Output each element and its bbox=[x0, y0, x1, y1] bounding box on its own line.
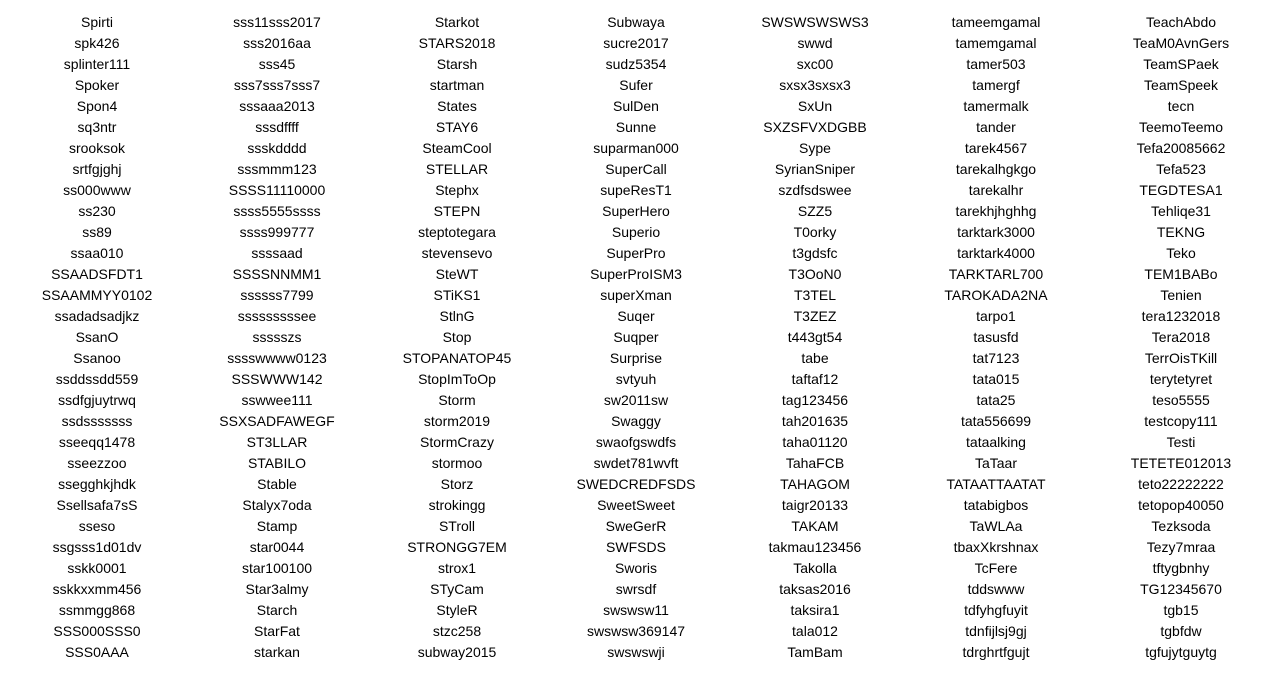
table-row bbox=[0, 33, 1280, 54]
table-cell: SSAAMMYY0102 bbox=[41, 287, 153, 303]
table-cell: ssssss7799 bbox=[240, 287, 314, 303]
table-cell: STAY6 bbox=[435, 119, 479, 135]
table-cell: swrsdf bbox=[615, 581, 657, 597]
table-cell: tera1232018 bbox=[1141, 308, 1221, 324]
table-cell: SuperPro bbox=[606, 245, 666, 261]
table-cell: STroll bbox=[438, 518, 476, 534]
table-cell: ssaa010 bbox=[70, 245, 124, 261]
table-cell: TEM1BABo bbox=[1144, 266, 1218, 282]
table-cell: ss89 bbox=[82, 224, 112, 240]
table-cell: tamermalk bbox=[963, 98, 1029, 114]
table-cell: sss7sss7sss7 bbox=[233, 77, 321, 93]
table-cell: SWFSDS bbox=[606, 539, 666, 555]
table-cell: TG12345670 bbox=[1140, 581, 1222, 597]
table-cell: ssgsss1d01dv bbox=[52, 539, 142, 555]
table-cell: splinter111 bbox=[63, 56, 131, 72]
table-cell: T3ZEZ bbox=[793, 308, 837, 324]
table-cell: swswsw11 bbox=[603, 602, 669, 618]
table-cell: SZZ5 bbox=[797, 203, 833, 219]
table-cell: Starsh bbox=[436, 56, 478, 72]
table-cell: STEPN bbox=[433, 203, 481, 219]
table-cell: tabe bbox=[801, 350, 829, 366]
table-cell: tameemgamal bbox=[951, 14, 1041, 30]
table-cell: SteamCool bbox=[422, 140, 492, 156]
table-cell: ssdfgjuytrwq bbox=[58, 392, 136, 408]
table-cell: Ssanoo bbox=[73, 350, 121, 366]
table-cell: Surprise bbox=[609, 350, 663, 366]
table-cell: sseso bbox=[78, 518, 116, 534]
table-row bbox=[0, 537, 1280, 558]
table-cell: storm2019 bbox=[423, 413, 491, 429]
table-cell: Stephx bbox=[435, 182, 479, 198]
table-cell: tata556699 bbox=[960, 413, 1032, 429]
table-cell: TeemoTeemo bbox=[1138, 119, 1224, 135]
table-cell: TAKAM bbox=[791, 518, 839, 534]
table-cell: tander bbox=[976, 119, 1016, 135]
table-cell: StormCrazy bbox=[420, 434, 494, 450]
table-cell: sw2011sw bbox=[603, 392, 669, 408]
table-cell: sssswwww0123 bbox=[227, 350, 327, 366]
table-cell: STRONGG7EM bbox=[407, 539, 507, 555]
table-cell: terytetyret bbox=[1149, 371, 1213, 387]
table-cell: SweetSweet bbox=[597, 497, 675, 513]
table-cell: TeamSpeek bbox=[1144, 77, 1218, 93]
table-row bbox=[0, 327, 1280, 348]
table-cell: Suqer bbox=[617, 308, 655, 324]
table-row bbox=[0, 180, 1280, 201]
table-cell: ssssaad bbox=[251, 245, 303, 261]
table-cell: ssegghkjhdk bbox=[58, 476, 136, 492]
table-cell: tddswww bbox=[967, 581, 1025, 597]
table-row bbox=[0, 54, 1280, 75]
table-row bbox=[0, 600, 1280, 621]
table-cell: ssssszs bbox=[252, 329, 302, 345]
table-cell: tah201635 bbox=[781, 413, 849, 429]
table-cell: Sufer bbox=[619, 77, 653, 93]
table-cell: swwd bbox=[797, 35, 833, 51]
table-cell: ssskdddd bbox=[247, 140, 307, 156]
table-cell: sssaaa2013 bbox=[239, 98, 315, 114]
table-cell: star100100 bbox=[241, 560, 313, 576]
table-cell: SyrianSniper bbox=[774, 161, 856, 177]
table-cell: TAROKADA2NA bbox=[944, 287, 1048, 303]
table-cell: SuperHero bbox=[602, 203, 670, 219]
table-cell: StopImToOp bbox=[418, 371, 496, 387]
table-cell: SSSS11110000 bbox=[228, 182, 326, 198]
table-cell: TeaM0AvnGers bbox=[1132, 35, 1230, 51]
table-cell: stevensevo bbox=[421, 245, 493, 261]
table-cell: TATAATTAATAT bbox=[946, 476, 1046, 492]
table-cell: sss11sss2017 bbox=[233, 14, 321, 30]
table-cell: tata015 bbox=[972, 371, 1020, 387]
table-cell: T3TEL bbox=[793, 287, 836, 303]
table-cell: STABILO bbox=[247, 455, 307, 471]
table-cell: StyleR bbox=[436, 602, 478, 618]
table-cell: STELLAR bbox=[425, 161, 489, 177]
table-cell: Tefa20085662 bbox=[1136, 140, 1226, 156]
table-cell: Teko bbox=[1166, 245, 1196, 261]
table-cell: steptotegara bbox=[418, 224, 496, 240]
table-cell: sswwee111 bbox=[241, 392, 313, 408]
table-cell: t3gdsfc bbox=[792, 245, 838, 261]
table-cell: SteWT bbox=[435, 266, 479, 282]
table-cell: StlnG bbox=[439, 308, 475, 324]
table-cell: strokingg bbox=[428, 497, 486, 513]
table-cell: Star3almy bbox=[245, 581, 309, 597]
table-row bbox=[0, 411, 1280, 432]
table-cell: SWEDCREDFSDS bbox=[576, 476, 696, 492]
table-cell: sq3ntr bbox=[77, 119, 117, 135]
table-cell: ssdsssssss bbox=[61, 413, 133, 429]
table-cell: SulDen bbox=[613, 98, 659, 114]
table-cell: TaTaar bbox=[974, 455, 1018, 471]
table-cell: tgb15 bbox=[1163, 602, 1199, 618]
table-cell: tag123456 bbox=[781, 392, 849, 408]
table-cell: Tera2018 bbox=[1151, 329, 1211, 345]
table-cell: Takolla bbox=[793, 560, 837, 576]
table-cell: SuperCall bbox=[605, 161, 667, 177]
table-cell: svtyuh bbox=[615, 371, 657, 387]
table-cell: teso5555 bbox=[1152, 392, 1210, 408]
table-cell: TerrOisTKill bbox=[1144, 350, 1218, 366]
table-cell: Superio bbox=[611, 224, 661, 240]
table-cell: taksas2016 bbox=[779, 581, 851, 597]
table-cell: superXman bbox=[600, 287, 672, 303]
table-cell: tetopop40050 bbox=[1138, 497, 1224, 513]
table-cell: TAHAGOM bbox=[780, 476, 850, 492]
table-row bbox=[0, 75, 1280, 96]
table-cell: stormoo bbox=[431, 455, 483, 471]
table-cell: SSS000SSS0 bbox=[53, 623, 141, 639]
table-cell: ss000www bbox=[63, 182, 131, 198]
table-cell: ssss999777 bbox=[239, 224, 315, 240]
table-cell: ssmmgg868 bbox=[58, 602, 136, 618]
table-cell: sseeqq1478 bbox=[58, 434, 136, 450]
table-cell: taha01120 bbox=[782, 434, 848, 450]
table-cell: TEGDTESA1 bbox=[1139, 182, 1223, 198]
table-cell: SSS0AAA bbox=[65, 644, 129, 660]
table-row bbox=[0, 306, 1280, 327]
table-row bbox=[0, 390, 1280, 411]
table-row bbox=[0, 243, 1280, 264]
table-cell: sssssssssee bbox=[237, 308, 317, 324]
table-row bbox=[0, 201, 1280, 222]
table-cell: tarekhjhghhg bbox=[955, 203, 1037, 219]
table-cell: tdnfijlsj9gj bbox=[965, 623, 1027, 639]
table-cell: StarFat bbox=[254, 623, 300, 639]
table-cell: sxsx3sxsx3 bbox=[779, 77, 851, 93]
table-cell: starkan bbox=[254, 644, 300, 660]
table-cell: Suqper bbox=[613, 329, 659, 345]
table-cell: Storz bbox=[440, 476, 474, 492]
table-cell: Sworis bbox=[614, 560, 657, 576]
table-cell: testcopy111 bbox=[1144, 413, 1218, 429]
table-cell: taksira1 bbox=[790, 602, 840, 618]
table-cell: STiKS1 bbox=[433, 287, 481, 303]
table-cell: tasusfd bbox=[973, 329, 1019, 345]
table-cell: STyCam bbox=[430, 581, 484, 597]
table-cell: ssddssdd559 bbox=[55, 371, 139, 387]
table-cell: Sype bbox=[799, 140, 831, 156]
table-cell: Tezksoda bbox=[1151, 518, 1211, 534]
table-cell: Starkot bbox=[434, 14, 480, 30]
table-cell: SSSWWW142 bbox=[231, 371, 323, 387]
table-cell: swswswji bbox=[607, 644, 665, 660]
table-row bbox=[0, 285, 1280, 306]
table-cell: takmau123456 bbox=[768, 539, 862, 555]
table-cell: srtfgjghj bbox=[72, 161, 122, 177]
table-cell: Spirti bbox=[81, 14, 113, 30]
table-cell: srooksok bbox=[68, 140, 126, 156]
table-cell: Subwaya bbox=[607, 14, 665, 30]
table-cell: Spoker bbox=[74, 77, 120, 93]
table-row bbox=[0, 495, 1280, 516]
table-cell: swaofgswdfs bbox=[595, 434, 677, 450]
table-cell: tftygbnhy bbox=[1152, 560, 1210, 576]
table-row bbox=[0, 474, 1280, 495]
table-cell: tdrghrtfgujt bbox=[962, 644, 1030, 660]
table-row bbox=[0, 558, 1280, 579]
table-cell: szdfsdswee bbox=[778, 182, 852, 198]
table-cell: TeachAbdo bbox=[1145, 14, 1217, 30]
table-cell: Stalyx7oda bbox=[242, 497, 312, 513]
table-cell: TaWLAa bbox=[969, 518, 1023, 534]
table-cell: t443gt54 bbox=[787, 329, 843, 345]
table-cell: T0orky bbox=[793, 224, 837, 240]
table-cell: ss230 bbox=[78, 203, 116, 219]
table-cell: teto22222222 bbox=[1138, 476, 1224, 492]
table-cell: tata25 bbox=[976, 392, 1016, 408]
table-row bbox=[0, 579, 1280, 600]
table-cell: TahaFCB bbox=[785, 455, 845, 471]
table-cell: swswsw369147 bbox=[586, 623, 686, 639]
table-cell: tala012 bbox=[792, 623, 838, 639]
table-cell: sudz5354 bbox=[605, 56, 667, 72]
table-cell: SweGerR bbox=[605, 518, 667, 534]
table-row bbox=[0, 516, 1280, 537]
table-cell: supeResT1 bbox=[600, 182, 672, 198]
table-row bbox=[0, 453, 1280, 474]
table-cell: STOPANATOP45 bbox=[402, 350, 512, 366]
table-cell: Stop bbox=[442, 329, 472, 345]
table-row bbox=[0, 621, 1280, 642]
table-cell: tarek4567 bbox=[964, 140, 1028, 156]
table-cell: tecn bbox=[1167, 98, 1195, 114]
table-cell: Stamp bbox=[256, 518, 298, 534]
table-row bbox=[0, 369, 1280, 390]
table-cell: tatabigbos bbox=[963, 497, 1029, 513]
table-row bbox=[0, 348, 1280, 369]
table-cell: swdet781wvft bbox=[593, 455, 679, 471]
table-row bbox=[0, 159, 1280, 180]
table-row bbox=[0, 12, 1280, 33]
table-cell: Sunne bbox=[615, 119, 657, 135]
table-cell: Tezy7mraa bbox=[1146, 539, 1216, 555]
table-cell: States bbox=[437, 98, 477, 114]
table-row bbox=[0, 222, 1280, 243]
table-cell: SsanO bbox=[75, 329, 119, 345]
table-cell: Stable bbox=[257, 476, 297, 492]
table-cell: SWSWSWSWS3 bbox=[761, 14, 869, 30]
table-cell: taftaf12 bbox=[791, 371, 839, 387]
table-cell: tataalking bbox=[966, 434, 1026, 450]
table-cell: tamer503 bbox=[966, 56, 1026, 72]
table-cell: sskkxxmm456 bbox=[52, 581, 142, 597]
table-cell: SSAADSFDT1 bbox=[51, 266, 143, 282]
table-cell: tarktark4000 bbox=[957, 245, 1035, 261]
table-cell: tarekalhr bbox=[968, 182, 1024, 198]
table-cell: tgfujytguytg bbox=[1145, 644, 1217, 660]
table-cell: ssadadsadjkz bbox=[54, 308, 140, 324]
table-cell: sseezzoo bbox=[67, 455, 127, 471]
table-cell: Starch bbox=[256, 602, 298, 618]
table-cell: TeamSPaek bbox=[1143, 56, 1219, 72]
table-cell: tamergf bbox=[972, 77, 1020, 93]
table-cell: SXZSFVXDGBB bbox=[763, 119, 867, 135]
table-cell: SuperProISM3 bbox=[590, 266, 682, 282]
table-cell: Spon4 bbox=[76, 98, 118, 114]
table-row bbox=[0, 96, 1280, 117]
table-cell: SSXSADFAWEGF bbox=[219, 413, 335, 429]
table-cell: tbaxXkrshnax bbox=[953, 539, 1039, 555]
table-cell: tarktark3000 bbox=[957, 224, 1035, 240]
table-cell: tgbfdw bbox=[1160, 623, 1202, 639]
table-cell: startman bbox=[429, 77, 485, 93]
table-row bbox=[0, 432, 1280, 453]
table-cell: taigr20133 bbox=[781, 497, 849, 513]
table-cell: tamemgamal bbox=[955, 35, 1037, 51]
table-cell: STARS2018 bbox=[418, 35, 496, 51]
table-cell: Testi bbox=[1166, 434, 1196, 450]
table-cell: sskk0001 bbox=[67, 560, 127, 576]
table-cell: strox1 bbox=[437, 560, 477, 576]
table-cell: TETETE012013 bbox=[1130, 455, 1232, 471]
table-row bbox=[0, 264, 1280, 285]
table-cell: Tenien bbox=[1160, 287, 1202, 303]
table-cell: sssmmm123 bbox=[237, 161, 317, 177]
table-row bbox=[0, 138, 1280, 159]
table-cell: suparman000 bbox=[593, 140, 679, 156]
table-cell: star0044 bbox=[249, 539, 305, 555]
table-cell: T3OoN0 bbox=[788, 266, 842, 282]
table-cell: tat7123 bbox=[972, 350, 1020, 366]
table-row bbox=[0, 642, 1280, 663]
table-cell: sss2016aa bbox=[243, 35, 311, 51]
table-cell: Tefa523 bbox=[1156, 161, 1206, 177]
table-cell: sucre2017 bbox=[603, 35, 669, 51]
table-cell: Swaggy bbox=[611, 413, 661, 429]
table-cell: spk426 bbox=[74, 35, 120, 51]
table-cell: sxc00 bbox=[796, 56, 834, 72]
table-cell: stzc258 bbox=[432, 623, 482, 639]
table-cell: ST3LLAR bbox=[246, 434, 308, 450]
table-cell: tarpo1 bbox=[976, 308, 1016, 324]
table-cell: sss45 bbox=[258, 56, 296, 72]
table-cell: tdfyhgfuyit bbox=[964, 602, 1028, 618]
table-cell: Tehliqe31 bbox=[1151, 203, 1211, 219]
table-row bbox=[0, 117, 1280, 138]
table-cell: TEKNG bbox=[1156, 224, 1206, 240]
table-cell: sssdffff bbox=[255, 119, 299, 135]
table-cell: SSSSNNMM1 bbox=[232, 266, 322, 282]
table-cell: Storm bbox=[438, 392, 476, 408]
table-cell: SxUn bbox=[797, 98, 833, 114]
name-list-table bbox=[0, 12, 1280, 663]
table-cell: TcFere bbox=[974, 560, 1018, 576]
table-cell: subway2015 bbox=[417, 644, 497, 660]
table-cell: TamBam bbox=[787, 644, 843, 660]
table-cell: Ssellsafa7sS bbox=[56, 497, 138, 513]
table-cell: ssss5555ssss bbox=[233, 203, 321, 219]
table-cell: TARKTARL700 bbox=[948, 266, 1044, 282]
table-cell: tarekalhgkgo bbox=[955, 161, 1037, 177]
